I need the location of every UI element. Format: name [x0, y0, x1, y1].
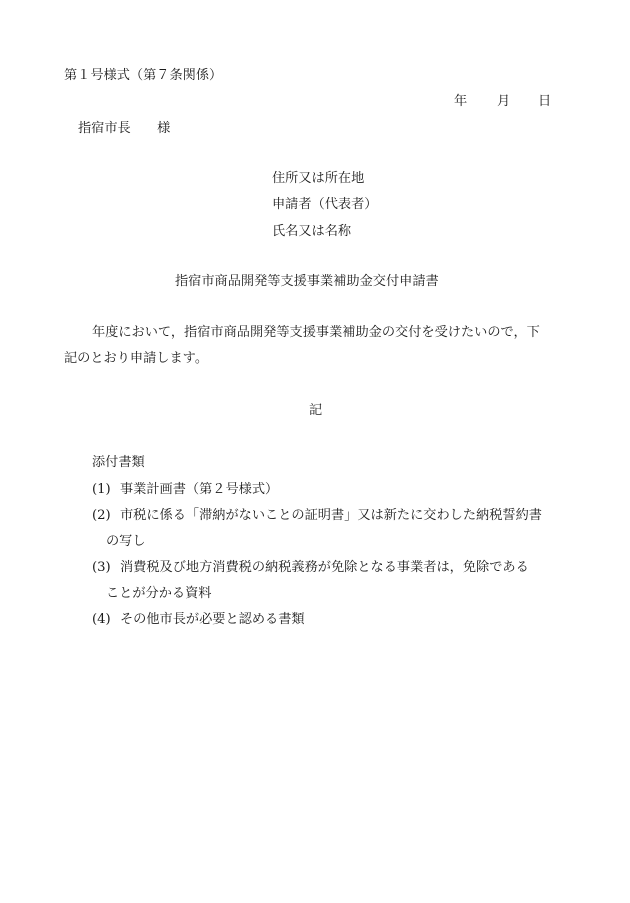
- attachment-number: (4): [92, 612, 111, 627]
- applicant-address-label: 住所又は所在地: [272, 171, 365, 186]
- attachments-heading: 添付書類: [92, 455, 145, 470]
- body-line-2: 記のとおり申請します。: [64, 351, 209, 366]
- attachment-text: 事業計画書（第２号様式）: [120, 482, 279, 497]
- body-line-1: 年度において，指宿市商品開発等支援事業補助金の交付を受けたいので，下: [92, 325, 540, 340]
- ki-heading: 記: [309, 403, 323, 418]
- date-day: 日: [538, 94, 552, 109]
- date-month: 月: [497, 94, 511, 109]
- attachment-text: 消費税及び地方消費税の納税義務が免除となる事業者は，免除である: [120, 560, 529, 575]
- attachment-number: (1): [92, 482, 111, 497]
- attachment-text: 市税に係る「滞納がないことの証明書」又は新たに交わした納税誓約書: [120, 508, 542, 523]
- attachment-text-continued: の写し: [106, 534, 146, 549]
- form-label: 第１号様式（第７条関係）: [64, 68, 223, 83]
- addressee: 指宿市長 様: [78, 121, 171, 136]
- applicant-representative-label: 申請者（代表者）: [272, 197, 378, 212]
- applicant-name-label: 氏名又は名称: [272, 224, 352, 239]
- attachment-number: (2): [92, 508, 111, 523]
- attachment-number: (3): [92, 560, 111, 575]
- attachment-text: その他市長が必要と認める書類: [120, 612, 305, 627]
- date-year: 年: [454, 94, 468, 109]
- attachment-text-continued: ことが分かる資料: [106, 586, 212, 601]
- document-title: 指宿市商品開発等支援事業補助金交付申請書: [175, 274, 439, 289]
